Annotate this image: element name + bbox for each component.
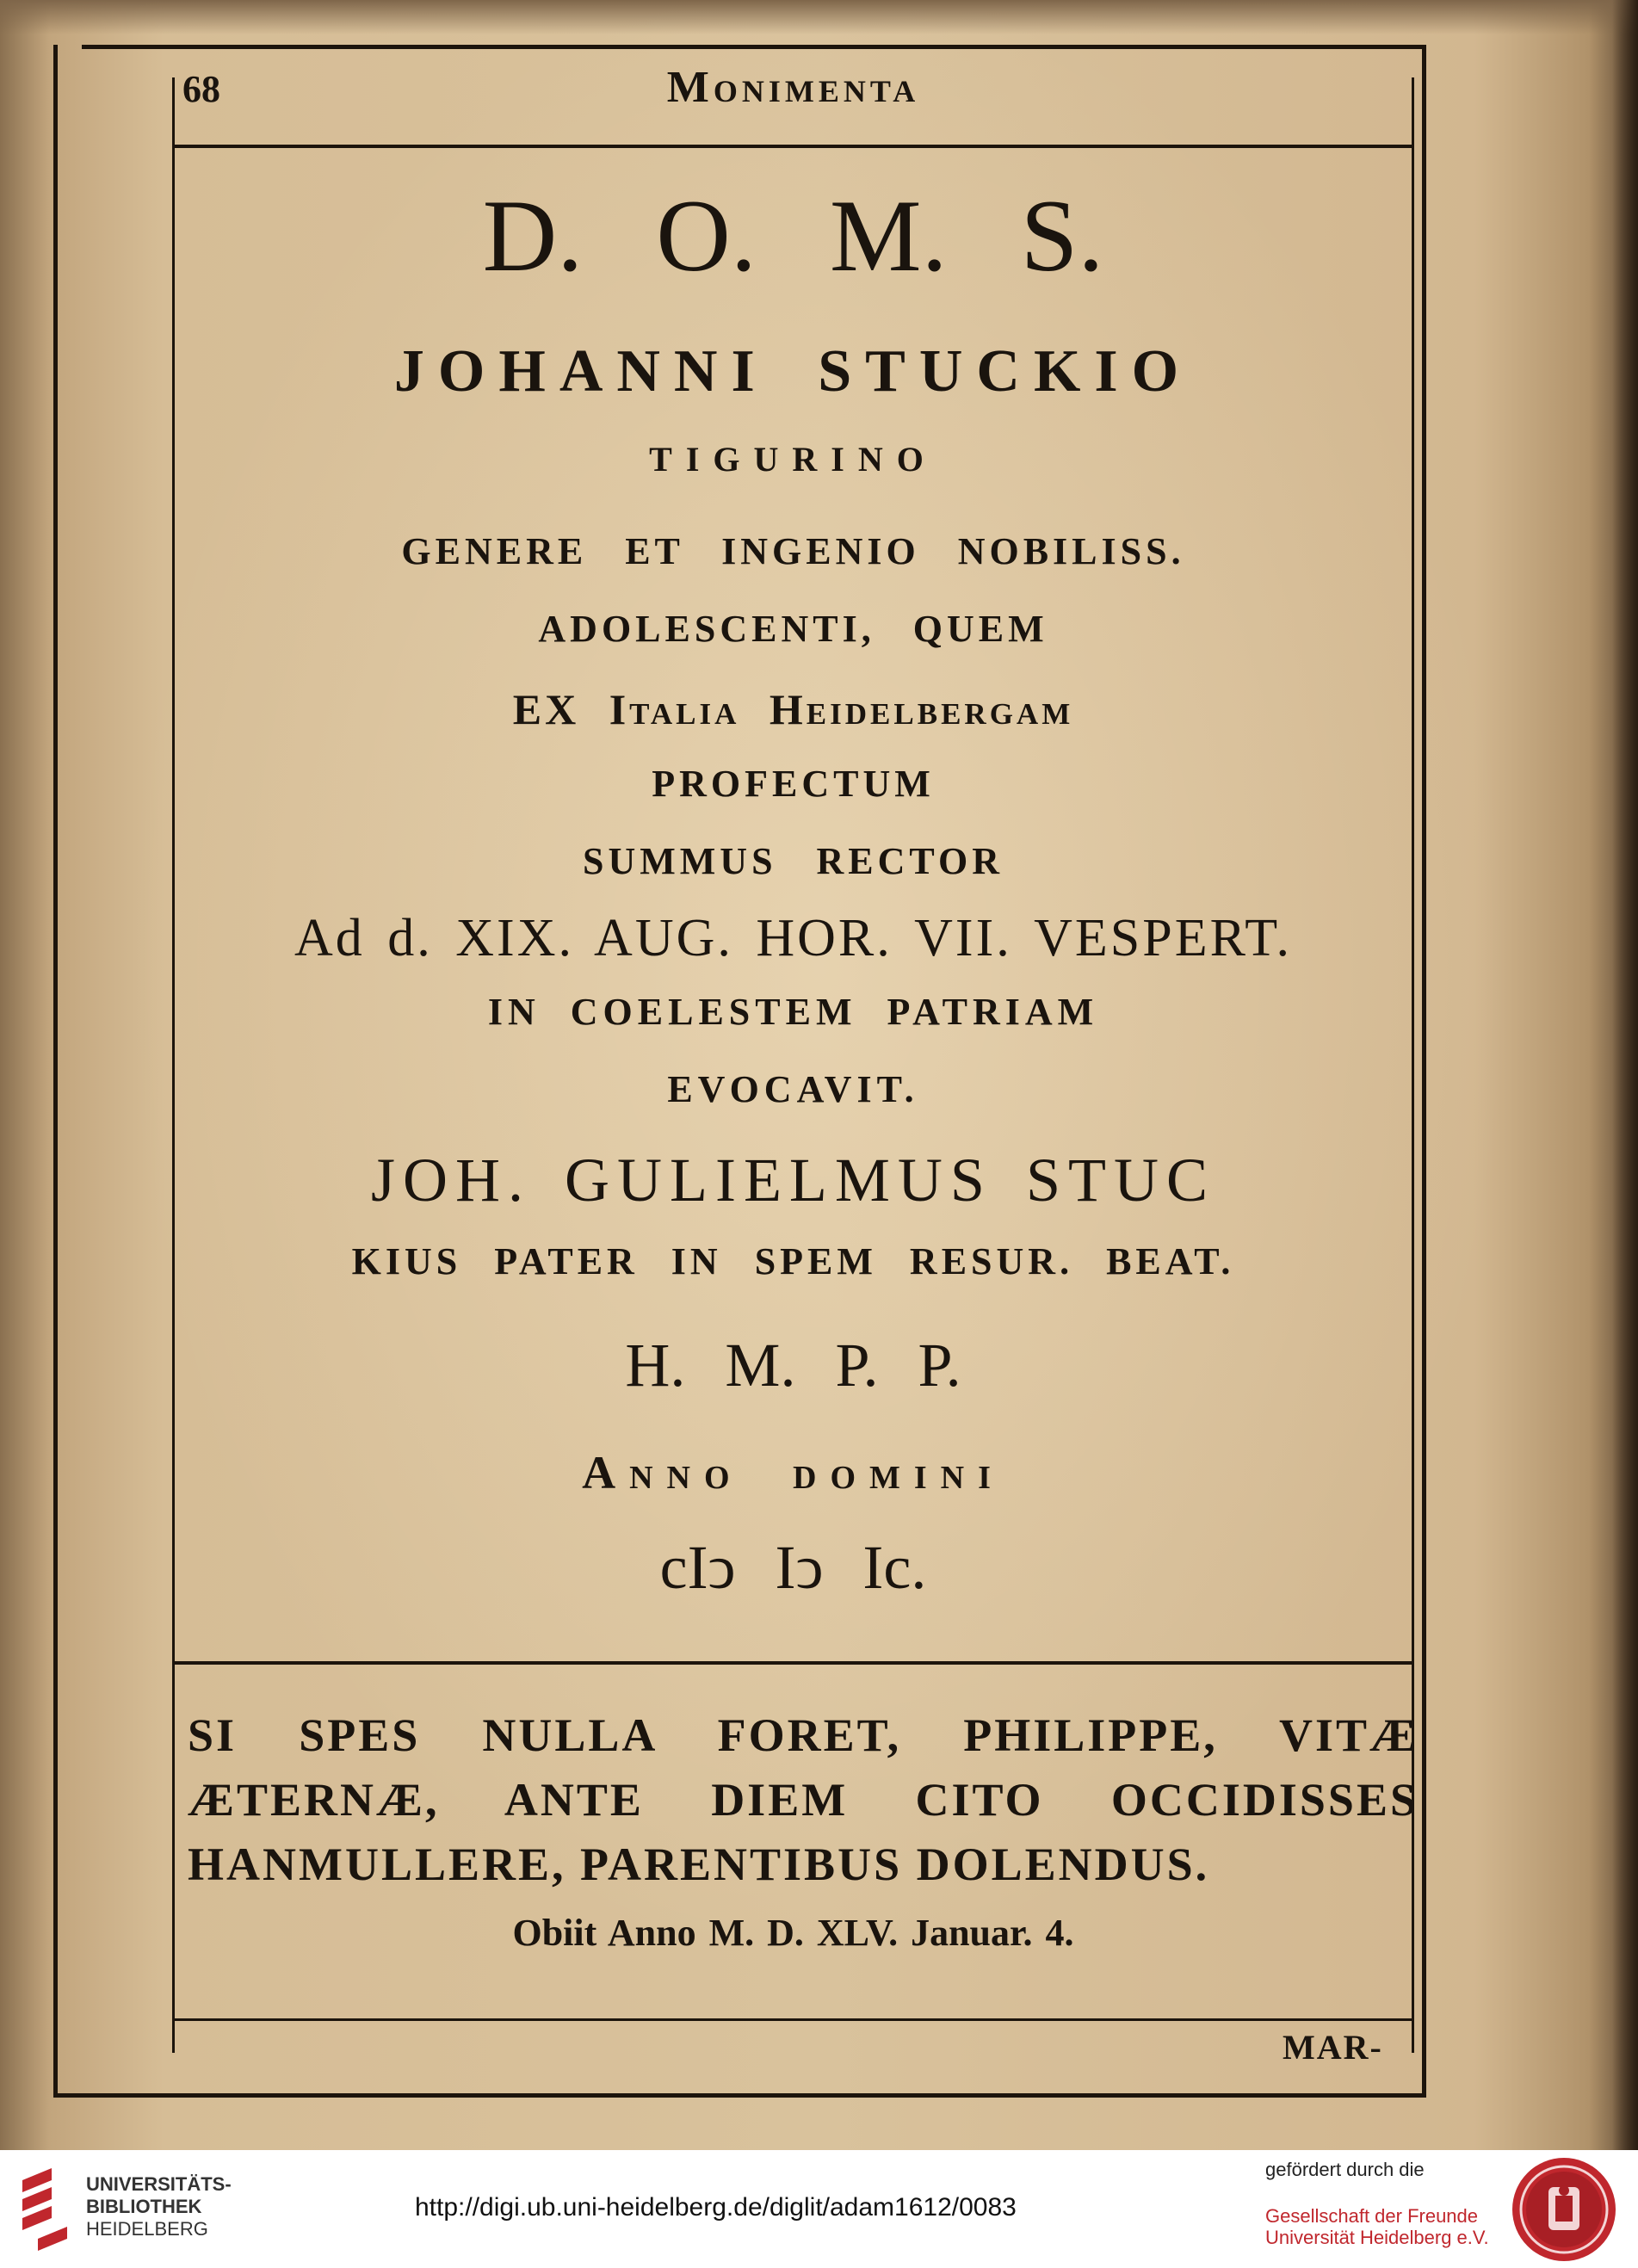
lower-rule — [172, 2018, 1414, 2021]
sponsor-name — [1265, 2205, 1489, 2248]
library-name-line: UNIVERSITÄTS- — [86, 2173, 232, 2195]
permalink-url[interactable]: http://digi.ub.uni-heidelberg.de/diglit/adam1612/0083 — [415, 2193, 1017, 2222]
running-head: Monimenta — [666, 63, 920, 112]
library-name — [86, 2173, 232, 2240]
page-number: 68 — [182, 68, 220, 110]
ub-heidelberg-logo-icon — [17, 2165, 74, 2251]
inscription-line: ADOLESCENTI, QUEM — [538, 608, 1048, 650]
inscription-line: PROFECTUM — [652, 763, 935, 805]
verse-line: HANMULLERE, PARENTIBUS DOLENDUS. — [188, 1839, 1210, 1890]
obiit-line: Obiit Anno M. D. XLV. Januar. 4. — [512, 1912, 1074, 1954]
inscription-line: EVOCAVIT. — [667, 1068, 919, 1110]
page-shadow-right — [1612, 0, 1638, 2150]
inscription-line: IN COELESTEM PATRIAM — [487, 991, 1099, 1033]
middle-rule — [172, 1661, 1414, 1665]
university-seal-icon — [1511, 2156, 1617, 2263]
inscription-line: JOH. GULIELMUS STUC — [370, 1146, 1216, 1214]
inscription-line: SUMMUS RECTOR — [582, 840, 1004, 882]
page-shadow-top — [0, 0, 1638, 34]
inscription-line: Ad d. XIX. AUG. HOR. VII. VESPERT. — [294, 909, 1292, 967]
inscription-line: EX Italia Heidelbergam — [512, 685, 1074, 733]
library-name-line: HEIDELBERG — [86, 2218, 208, 2240]
inscription-line: GENERE ET INGENIO NOBILISS. — [401, 530, 1185, 572]
outer-border-left — [53, 45, 58, 2098]
outer-border-right — [1422, 45, 1426, 2098]
inscription-line: JOHANNI STUCKIO — [393, 338, 1193, 405]
outer-border-bottom — [53, 2093, 1426, 2098]
inscription-line: KIUS PATER IN SPEM RESUR. BEAT. — [351, 1240, 1235, 1282]
catchword: MAR- — [1283, 2028, 1383, 2067]
sponsor-name-line: Universität Heidelberg e.V. — [1265, 2227, 1489, 2248]
verse-line: SI SPES NULLA FORET, PHILIPPE, VITÆ — [188, 1709, 1419, 1761]
verse-line: ÆTERNÆ, ANTE DIEM CITO OCCIDISSES — [188, 1774, 1419, 1826]
inscription-line: cIↄ Iↄ Ic. — [659, 1533, 927, 1602]
library-name-line: BIBLIOTHEK — [86, 2196, 202, 2217]
sponsor-name-line: Gesellschaft der Freunde — [1265, 2205, 1479, 2227]
inscription-line: Anno domini — [582, 1447, 1004, 1499]
inscription-line: D. O. M. S. — [482, 178, 1104, 293]
header-rule — [172, 145, 1414, 148]
inscription-line: H. M. P. P. — [625, 1331, 961, 1400]
sponsor-label: gefördert durch die — [1265, 2159, 1425, 2180]
outer-border-top — [82, 45, 1425, 49]
inscription-line: TIGURINO — [649, 440, 937, 479]
